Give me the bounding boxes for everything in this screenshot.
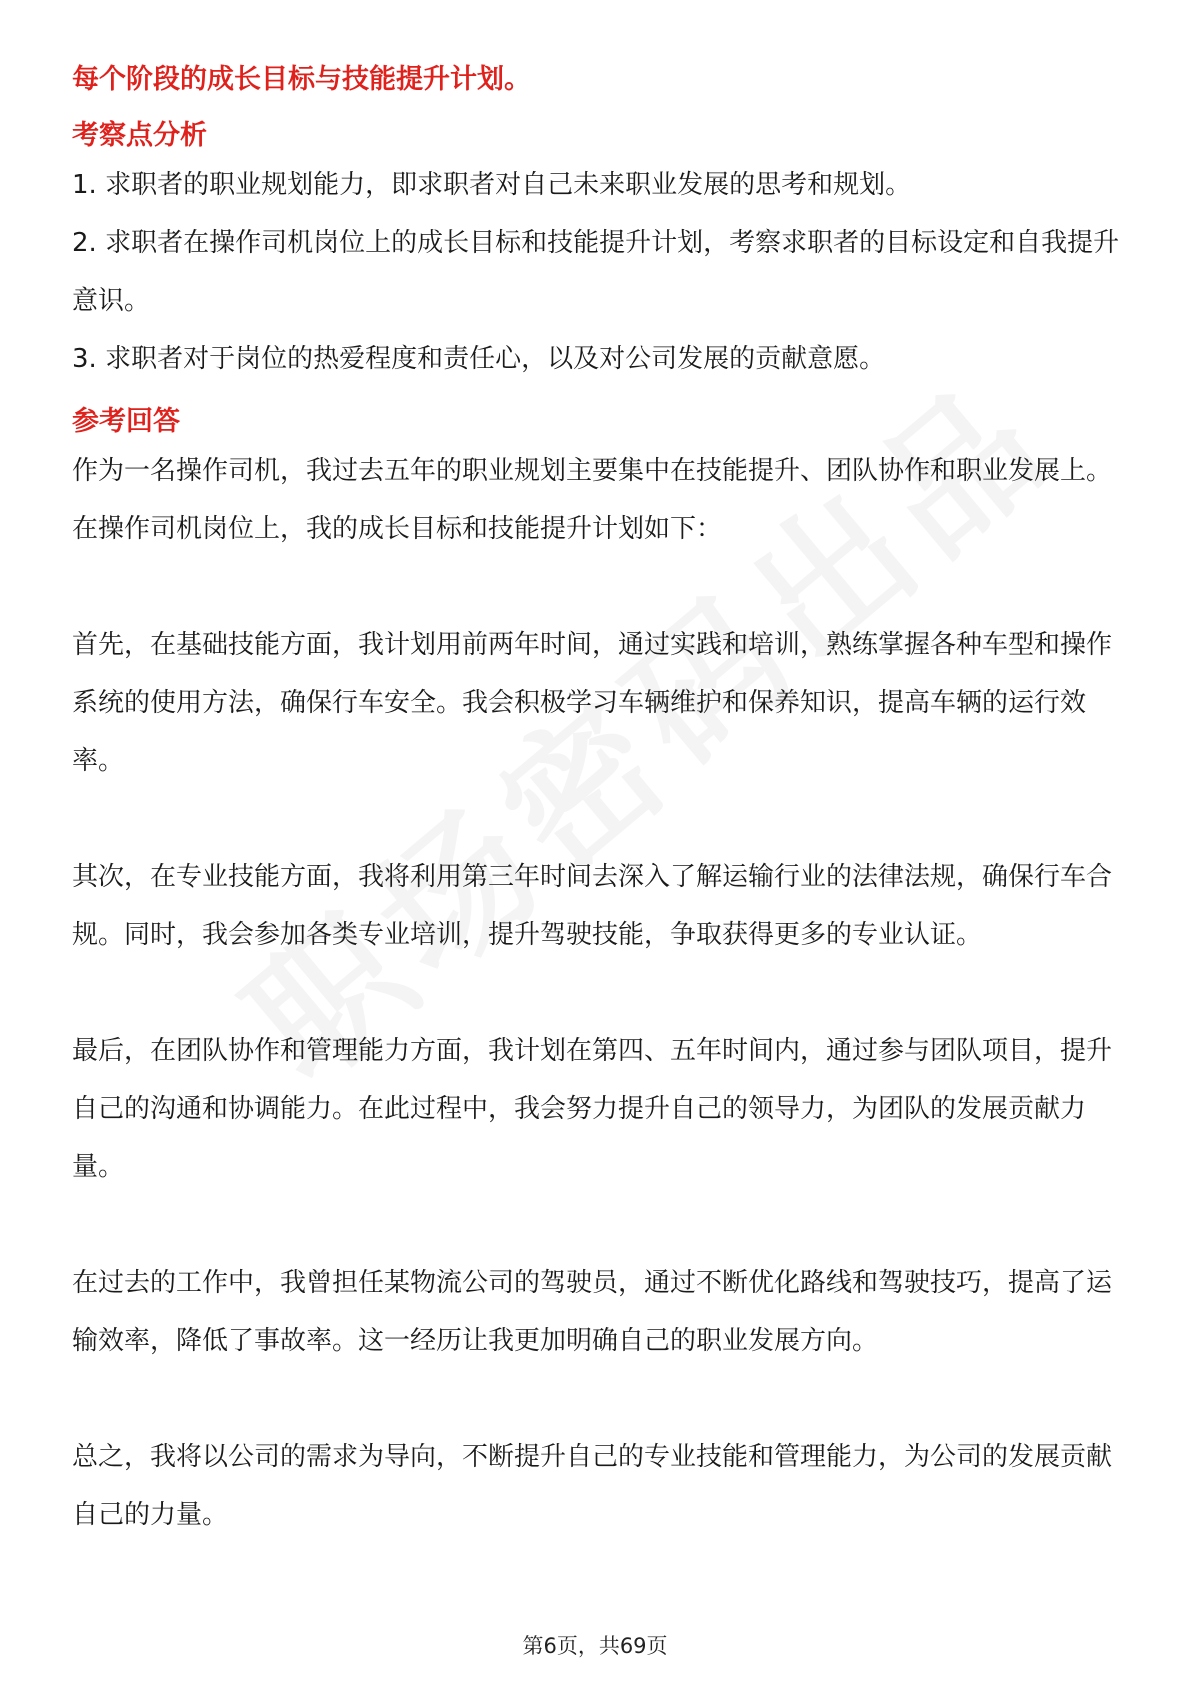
analysis-point: 3. 求职者对于岗位的热爱程度和责任心，以及对公司发展的贡献意愿。 [72, 344, 886, 374]
answer-paragraph: 作为一名操作司机，我过去五年的职业规划主要集中在技能提升、团队协作和职业发展上。在操作司机岗位上，我的成长目标和技能提升计划如下： [72, 456, 1113, 544]
answer-paragraph: 在过去的工作中，我曾担任某物流公司的驾驶员，通过不断优化路线和驾驶技巧，提高了运输效率，降低了事故率。这一经历让我更加明确自己的职业发展方向。 [72, 1268, 1113, 1356]
page-number: 第6页，共69页 [522, 1634, 668, 1658]
analysis-point: 1. 求职者的职业规划能力，即求职者对自己未来职业发展的思考和规划。 [72, 170, 912, 200]
page-content [72, 50, 1122, 1544]
paragraph-spacer [72, 1196, 1122, 1254]
paragraph-spacer [72, 1370, 1122, 1428]
page-title: 每个阶段的成长目标与技能提升计划。 [72, 64, 531, 95]
answer-paragraph: 最后，在团队协作和管理能力方面，我计划在第四、五年时间内，通过参与团队项目，提升自己的沟通和协调能力。在此过程中，我会努力提升自己的领导力，为团队的发展贡献力量。 [72, 1036, 1113, 1182]
answer-paragraph: 其次，在专业技能方面，我将利用第三年时间去深入了解运输行业的法律法规，确保行车合规。同时，我会参加各类专业培训，提升驾驶技能，争取获得更多的专业认证。 [72, 862, 1113, 950]
paragraph-spacer [72, 558, 1122, 616]
analysis-point: 2. 求职者在操作司机岗位上的成长目标和技能提升计划，考察求职者的目标设定和自我提升意识。 [72, 228, 1120, 316]
answer-paragraph: 首先，在基础技能方面，我计划用前两年时间，通过实践和培训，熟练掌握各种车型和操作系统的使用方法，确保行车安全。我会积极学习车辆维护和保养知识，提高车辆的运行效率。 [72, 630, 1113, 776]
paragraph-spacer [72, 964, 1122, 1022]
paragraph-spacer [72, 790, 1122, 848]
analysis-heading: 考察点分析 [72, 120, 207, 151]
answer-heading: 参考回答 [72, 406, 180, 437]
answer-paragraph: 总之，我将以公司的需求为导向，不断提升自己的专业技能和管理能力，为公司的发展贡献自己的力量。 [72, 1442, 1113, 1530]
